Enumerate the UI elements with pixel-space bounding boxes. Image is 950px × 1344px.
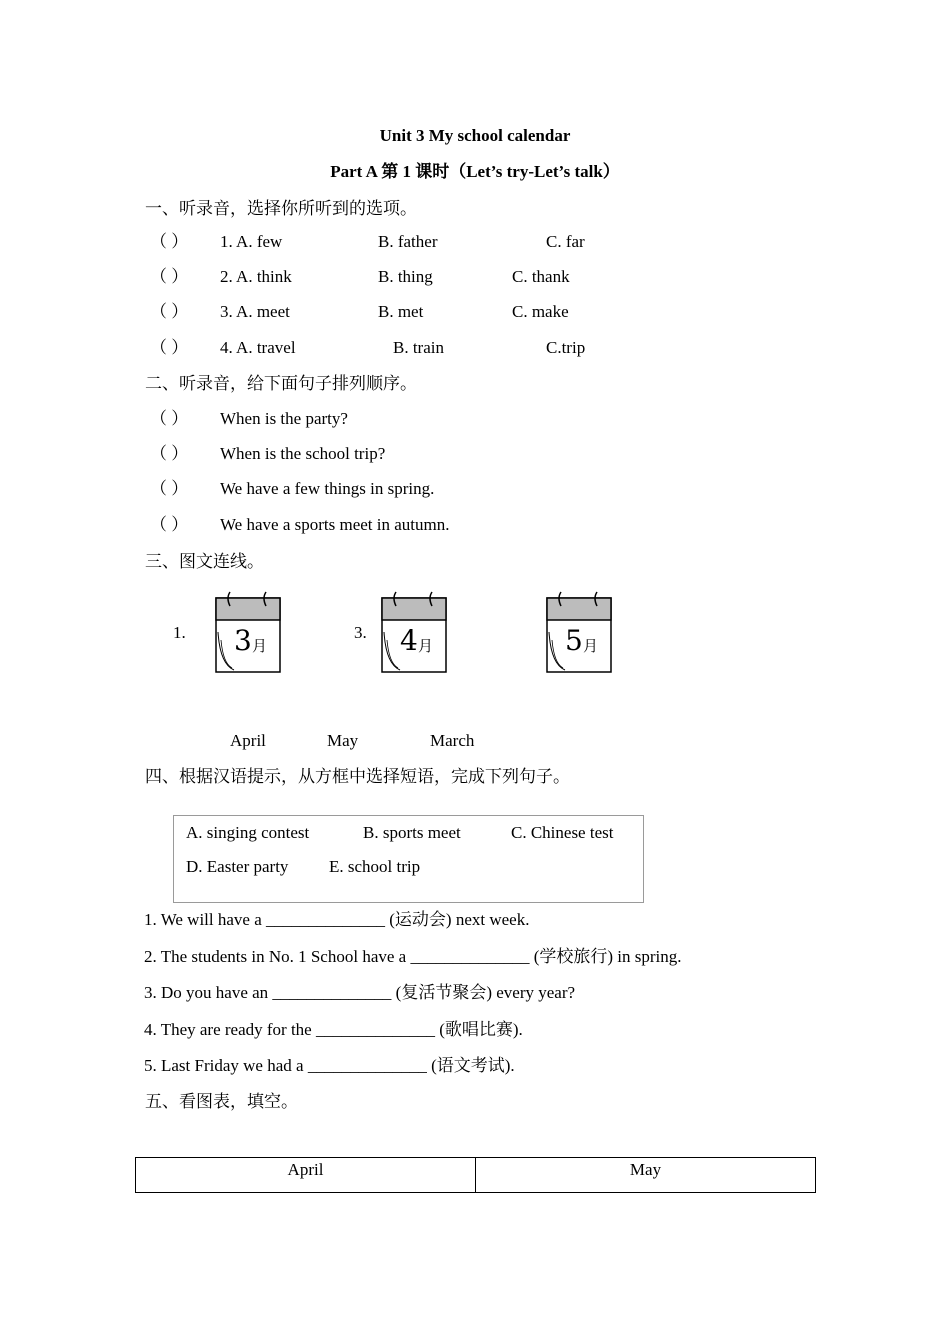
answer-paren: （ ）	[150, 302, 189, 321]
calendar-unit: 月	[418, 637, 434, 655]
match-word-may: May	[327, 731, 359, 750]
q2-option-c: C. thank	[512, 267, 570, 286]
calendar-number: 3	[234, 624, 252, 657]
q4-option-c: C.trip	[546, 338, 586, 357]
fill-item-5: 5. Last Friday we had a ______________ (语文考试).	[144, 1056, 515, 1075]
answer-paren: （ ）	[150, 267, 189, 286]
schedule-table	[135, 1157, 816, 1193]
q4-option-b: B. train	[393, 338, 444, 357]
answer-paren: （ ）	[150, 338, 189, 357]
phrase-option-c: C. Chinese test	[511, 823, 614, 842]
sentence-4: We have a sports meet in autumn.	[220, 515, 450, 534]
section1-heading: 一、听录音，选择你所听到的选项。	[145, 199, 417, 218]
fill-item-3: 3. Do you have an ______________ (复活节聚会) every year?	[144, 983, 576, 1002]
page-title: Unit 3 My school calendar	[379, 126, 571, 145]
page-subtitle: Part A 第 1 课时（Let’s try-Let’s talk）	[330, 162, 620, 181]
sentence-3: We have a few things in spring.	[220, 479, 435, 498]
section3-heading: 三、图文连线。	[145, 552, 264, 571]
phrase-option-b: B. sports meet	[363, 823, 461, 842]
q4-option-a: 4. A. travel	[220, 338, 296, 357]
q3-option-c: C. make	[512, 302, 569, 321]
q1-option-b: B. father	[378, 232, 438, 251]
fill-item-1: 1. We will have a ______________ (运动会) next week.	[144, 910, 530, 929]
q1-option-c: C. far	[546, 232, 585, 251]
answer-paren: （ ）	[150, 444, 189, 463]
calendar-unit: 月	[252, 637, 268, 655]
phrase-option-d: D. Easter party	[186, 857, 289, 876]
calendar-march	[214, 588, 282, 674]
q2-option-a: 2. A. think	[220, 267, 292, 286]
calendar-label-3: 3.	[354, 623, 367, 642]
q3-option-a: 3. A. meet	[220, 302, 290, 321]
phrase-option-a: A. singing contest	[186, 823, 310, 842]
answer-paren: （ ）	[150, 232, 189, 251]
section4-heading: 四、根据汉语提示，从方框中选择短语，完成下列句子。	[145, 767, 570, 786]
calendar-may	[545, 588, 613, 674]
calendar-number: 4	[400, 624, 418, 657]
table-header-may: May	[475, 1158, 815, 1192]
q2-option-b: B. thing	[378, 267, 433, 286]
section2-heading: 二、听录音，给下面句子排列顺序。	[145, 374, 417, 393]
sentence-2: When is the school trip?	[220, 444, 386, 463]
sentence-1: When is the party?	[220, 409, 348, 428]
q1-option-a: 1. A. few	[220, 232, 283, 251]
fill-item-2: 2. The students in No. 1 School have a ______________ (学校旅行) in spring.	[144, 947, 682, 966]
calendar-number: 5	[565, 624, 583, 657]
match-word-march: March	[430, 731, 475, 750]
calendar-unit: 月	[583, 637, 599, 655]
calendar-label-1: 1.	[173, 623, 186, 642]
table-header-april: April	[287, 1160, 324, 1179]
q3-option-b: B. met	[378, 302, 424, 321]
answer-paren: （ ）	[150, 515, 189, 534]
fill-item-4: 4. They are ready for the ______________ (歌唱比赛).	[144, 1020, 523, 1039]
match-word-april: April	[230, 731, 266, 750]
phrase-option-e: E. school trip	[329, 857, 421, 876]
answer-paren: （ ）	[150, 479, 189, 498]
calendar-april	[380, 588, 448, 674]
section5-heading: 五、看图表，填空。	[145, 1092, 298, 1111]
answer-paren: （ ）	[150, 409, 189, 428]
